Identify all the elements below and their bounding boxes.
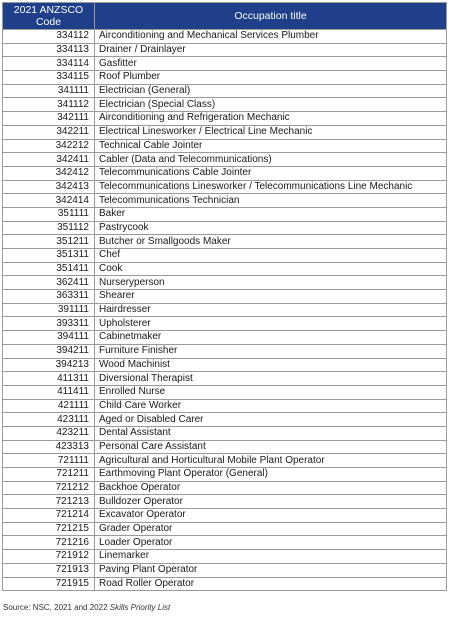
anzsco-code-cell: 351111 (3, 207, 95, 221)
occupation-title-cell: Telecommunications Cable Jointer (95, 166, 447, 180)
anzsco-code-cell: 334115 (3, 71, 95, 85)
table-row (3, 426, 447, 440)
occupation-title-cell: Upholsterer (95, 317, 447, 331)
occupation-title-cell: Baker (95, 207, 447, 221)
anzsco-code-cell: 342411 (3, 153, 95, 167)
anzsco-code-cell: 342111 (3, 112, 95, 126)
occupation-title-cell: Butcher or Smallgoods Maker (95, 235, 447, 249)
occupation-title-cell: Shearer (95, 290, 447, 304)
occupation-title-cell: Hairdresser (95, 303, 447, 317)
anzsco-code-cell: 342212 (3, 139, 95, 153)
table-row (3, 207, 447, 221)
occupation-title-cell: Grader Operator (95, 522, 447, 536)
occupation-title-cell: Roof Plumber (95, 71, 447, 85)
table-row (3, 84, 447, 98)
table-row (3, 166, 447, 180)
anzsco-code-cell: 363311 (3, 290, 95, 304)
anzsco-code-cell: 341112 (3, 98, 95, 112)
occupation-table (2, 2, 447, 591)
table-row (3, 550, 447, 564)
occupation-title-cell: Telecommunications Technician (95, 194, 447, 208)
source-note-title: Skills Priority List (109, 603, 171, 612)
occupation-title-cell: Electrician (Special Class) (95, 98, 447, 112)
table-row (3, 221, 447, 235)
table-row (3, 43, 447, 57)
table-row (3, 262, 447, 276)
table-row (3, 57, 447, 71)
anzsco-code-cell: 721213 (3, 495, 95, 509)
anzsco-code-cell: 351411 (3, 262, 95, 276)
table-header (3, 3, 447, 30)
table-row (3, 440, 447, 454)
anzsco-code-cell: 423313 (3, 440, 95, 454)
occupation-title-cell: Personal Care Assistant (95, 440, 447, 454)
table-row (3, 577, 447, 591)
anzsco-code-cell: 391111 (3, 303, 95, 317)
table-row (3, 98, 447, 112)
occupation-title-cell: Electrician (General) (95, 84, 447, 98)
anzsco-code-cell: 351311 (3, 249, 95, 263)
occupation-title-cell: Excavator Operator (95, 509, 447, 523)
anzsco-code-cell: 421111 (3, 399, 95, 413)
occupation-title-cell: Child Care Worker (95, 399, 447, 413)
table-row (3, 194, 447, 208)
table-row (3, 385, 447, 399)
anzsco-code-cell: 721216 (3, 536, 95, 550)
table-row (3, 180, 447, 194)
occupation-title-cell: Paving Plant Operator (95, 563, 447, 577)
occupation-title-cell: Chef (95, 249, 447, 263)
table-row (3, 71, 447, 85)
anzsco-code-cell: 721912 (3, 550, 95, 564)
occupation-title-cell: Drainer / Drainlayer (95, 43, 447, 57)
anzsco-code-cell: 351112 (3, 221, 95, 235)
anzsco-code-cell: 411311 (3, 372, 95, 386)
anzsco-code-cell: 423211 (3, 426, 95, 440)
table-row (3, 153, 447, 167)
anzsco-code-cell: 721913 (3, 563, 95, 577)
source-note (3, 603, 170, 613)
table-row (3, 112, 447, 126)
table-row (3, 331, 447, 345)
anzsco-code-cell: 394111 (3, 331, 95, 345)
table-row (3, 235, 447, 249)
occupation-title-cell: Bulldozer Operator (95, 495, 447, 509)
anzsco-code-cell: 721215 (3, 522, 95, 536)
source-note-prefix: Source: NSC, 2021 and 2022 (3, 603, 110, 612)
anzsco-code-cell: 341111 (3, 84, 95, 98)
occupation-title-cell: Furniture Finisher (95, 344, 447, 358)
table-row (3, 317, 447, 331)
occupation-title-cell: Diversional Therapist (95, 372, 447, 386)
table-row (3, 344, 447, 358)
anzsco-code-cell: 721211 (3, 468, 95, 482)
anzsco-code-cell: 334113 (3, 43, 95, 57)
occupation-title-cell: Airconditioning and Mechanical Services Plumber (95, 30, 447, 44)
anzsco-code-cell: 334112 (3, 30, 95, 44)
occupation-title-cell: Road Roller Operator (95, 577, 447, 591)
anzsco-code-cell: 393311 (3, 317, 95, 331)
anzsco-code-cell: 411411 (3, 385, 95, 399)
occupation-title-cell: Wood Machinist (95, 358, 447, 372)
anzsco-code-cell: 721111 (3, 454, 95, 468)
occupation-title-cell: Airconditioning and Refrigeration Mechanic (95, 112, 447, 126)
occupation-title-cell: Electrical Linesworker / Electrical Line Mechanic (95, 125, 447, 139)
occupation-title-cell: Gasfitter (95, 57, 447, 71)
anzsco-code-cell: 394211 (3, 344, 95, 358)
occupation-title-cell: Cook (95, 262, 447, 276)
occupation-title-cell: Agricultural and Horticultural Mobile Plant Operator (95, 454, 447, 468)
anzsco-code-cell: 342211 (3, 125, 95, 139)
table-row (3, 481, 447, 495)
occupation-title-cell: Enrolled Nurse (95, 385, 447, 399)
table-row (3, 563, 447, 577)
anzsco-code-cell: 721212 (3, 481, 95, 495)
table-row (3, 399, 447, 413)
table-row (3, 249, 447, 263)
table-row (3, 468, 447, 482)
column-header-code (3, 3, 95, 30)
column-header-code-line1: 2021 ANZSCO (13, 4, 84, 16)
column-header-title: Occupation title (95, 3, 447, 30)
anzsco-code-cell: 342412 (3, 166, 95, 180)
anzsco-code-cell: 351211 (3, 235, 95, 249)
table-row (3, 509, 447, 523)
anzsco-code-cell: 334114 (3, 57, 95, 71)
anzsco-code-cell: 423111 (3, 413, 95, 427)
anzsco-code-cell: 342414 (3, 194, 95, 208)
table-body (3, 30, 447, 591)
anzsco-code-cell: 721214 (3, 509, 95, 523)
table-row (3, 522, 447, 536)
occupation-title-cell: Loader Operator (95, 536, 447, 550)
table-row (3, 495, 447, 509)
anzsco-code-cell: 721915 (3, 577, 95, 591)
table-row (3, 303, 447, 317)
table-row (3, 536, 447, 550)
occupation-table-container (2, 2, 446, 591)
occupation-title-cell: Nurseryperson (95, 276, 447, 290)
occupation-title-cell: Cabinetmaker (95, 331, 447, 345)
table-row (3, 139, 447, 153)
occupation-title-cell: Backhoe Operator (95, 481, 447, 495)
occupation-title-cell: Pastrycook (95, 221, 447, 235)
anzsco-code-cell: 362411 (3, 276, 95, 290)
table-row (3, 30, 447, 44)
occupation-title-cell: Telecommunications Linesworker / Telecommunications Line Mechanic (95, 180, 447, 194)
column-header-code-line2: Code (35, 16, 62, 28)
occupation-title-cell: Technical Cable Jointer (95, 139, 447, 153)
occupation-title-cell: Linemarker (95, 550, 447, 564)
table-row (3, 125, 447, 139)
anzsco-code-cell: 342413 (3, 180, 95, 194)
occupation-title-cell: Earthmoving Plant Operator (General) (95, 468, 447, 482)
occupation-title-cell: Aged or Disabled Carer (95, 413, 447, 427)
occupation-title-cell: Cabler (Data and Telecommunications) (95, 153, 447, 167)
header-row (3, 3, 447, 30)
table-row (3, 290, 447, 304)
anzsco-code-cell: 394213 (3, 358, 95, 372)
table-row (3, 276, 447, 290)
table-row (3, 413, 447, 427)
table-row (3, 454, 447, 468)
table-row (3, 358, 447, 372)
occupation-title-cell: Dental Assistant (95, 426, 447, 440)
table-row (3, 372, 447, 386)
